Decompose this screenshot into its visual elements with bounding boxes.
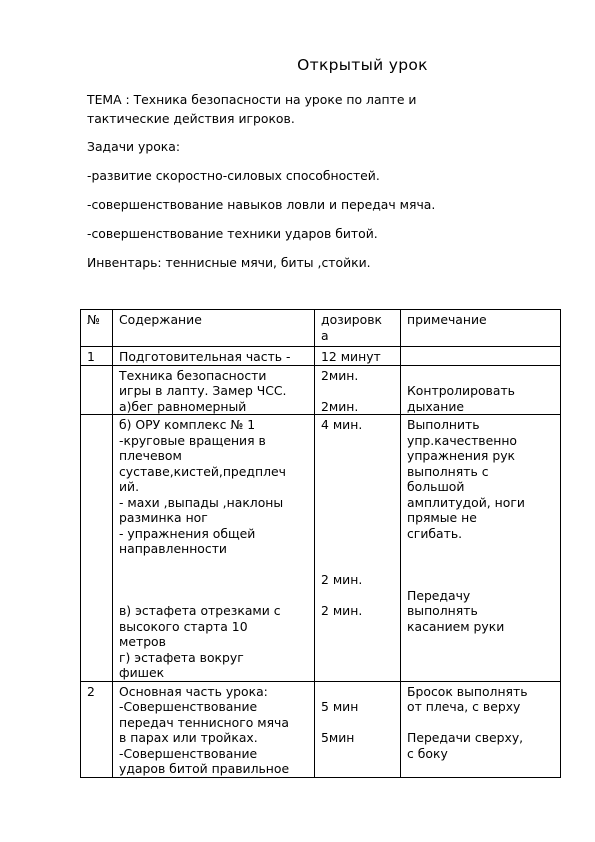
content-line: б) ОРУ комплекс № 1 bbox=[119, 417, 256, 432]
table-row bbox=[81, 365, 561, 415]
row-number bbox=[81, 415, 113, 682]
row-dosage: 12 минут bbox=[315, 347, 401, 366]
content-line: г) эстафета вокруг bbox=[119, 649, 244, 665]
content-line: передач теннисного мяча bbox=[119, 714, 289, 730]
content-line: - упражнения общей bbox=[119, 525, 256, 541]
dosage-line: 2 мин. bbox=[321, 603, 363, 618]
row-number: 2 bbox=[81, 681, 113, 777]
content-line: в) эстафета отрезками с bbox=[119, 603, 281, 618]
note-line: с боку bbox=[407, 745, 448, 761]
note-line: амплитудой, ноги bbox=[407, 494, 525, 510]
note-line: упражнения рук bbox=[407, 448, 516, 463]
row-note bbox=[401, 365, 561, 415]
row-dosage bbox=[315, 365, 401, 415]
note-line: большой bbox=[407, 479, 465, 494]
note-line: прямые не bbox=[407, 510, 477, 525]
row-note bbox=[401, 347, 561, 366]
content-line: Техника безопасности bbox=[119, 367, 267, 383]
topic-line-1: ТЕМА : Техника безопасности на уроке по лапте и bbox=[87, 92, 417, 107]
row-dosage bbox=[315, 415, 401, 682]
content-line: -Совершенствование bbox=[119, 699, 258, 714]
header-dosage-line-1: дозировк bbox=[321, 312, 383, 327]
dosage-line: 2мин. bbox=[321, 398, 359, 414]
content-line: метров bbox=[119, 634, 166, 649]
header-dosage bbox=[315, 310, 401, 347]
content-line: фишек bbox=[119, 665, 165, 680]
row-note bbox=[401, 415, 561, 682]
header-content: Содержание bbox=[113, 310, 315, 347]
content-line: - махи ,выпады ,наклоны bbox=[119, 494, 284, 510]
header-note: примечание bbox=[401, 310, 561, 347]
content-line: в парах или тройках. bbox=[119, 730, 258, 745]
content-line: разминка ног bbox=[119, 510, 208, 525]
content-line: ий. bbox=[119, 479, 140, 494]
row-note bbox=[401, 681, 561, 777]
table-row bbox=[81, 415, 561, 682]
row-content: Подготовительная часть - bbox=[113, 347, 315, 366]
dosage-line: 2 мин. bbox=[321, 572, 363, 587]
content-line: -Совершенствование bbox=[119, 745, 258, 761]
inventory-line: Инвентарь: теннисные мячи, биты ,стойки. bbox=[87, 255, 371, 270]
note-line: дыхание bbox=[407, 398, 465, 414]
table-header-row bbox=[81, 310, 561, 347]
row-content bbox=[113, 415, 315, 682]
topic-line-2: тактические действия игроков. bbox=[87, 111, 295, 126]
note-line: сгибать. bbox=[407, 525, 463, 541]
content-line: Основная часть урока: bbox=[119, 683, 268, 699]
note-line: Передачу bbox=[407, 587, 471, 603]
dosage-line: 2мин. bbox=[321, 367, 359, 383]
dosage-line: 4 мин. bbox=[321, 417, 363, 432]
note-line: выполнять bbox=[407, 603, 478, 618]
dosage-line: 5 мин bbox=[321, 699, 359, 714]
row-number: 1 bbox=[81, 347, 113, 366]
content-line: -круговые вращения в bbox=[119, 432, 266, 448]
header-dosage-line-2: а bbox=[321, 327, 329, 343]
task-item-3: -совершенствование техники ударов битой. bbox=[87, 226, 378, 241]
content-line: игры в лапту. Замер ЧСС. bbox=[119, 383, 287, 398]
content-line: направленности bbox=[119, 541, 227, 556]
content-line: ударов битой правильное bbox=[119, 761, 290, 776]
row-dosage bbox=[315, 681, 401, 777]
note-line: касанием руки bbox=[407, 618, 505, 634]
note-line: Бросок выполнять bbox=[407, 683, 528, 699]
page-title: Открытый урок bbox=[297, 56, 428, 74]
note-line: Выполнить bbox=[407, 417, 480, 432]
note-line: от плеча, с верху bbox=[407, 699, 521, 714]
table-row bbox=[81, 681, 561, 777]
row-content bbox=[113, 365, 315, 415]
table-row bbox=[81, 347, 561, 366]
topic-paragraph bbox=[87, 90, 507, 128]
lesson-plan-table bbox=[80, 309, 561, 778]
content-line: суставе,кистей,предплеч bbox=[119, 463, 286, 479]
row-content bbox=[113, 681, 315, 777]
note-line: Контролировать bbox=[407, 383, 515, 398]
note-line: выполнять с bbox=[407, 463, 489, 479]
content-line: высокого старта 10 bbox=[119, 618, 248, 634]
content-line: а)бег равномерный bbox=[119, 398, 247, 414]
tasks-heading: Задачи урока: bbox=[87, 139, 181, 154]
note-line: Передачи сверху, bbox=[407, 730, 524, 745]
header-number: № bbox=[81, 310, 113, 347]
task-item-2: -совершенствование навыков ловли и передач мяча. bbox=[87, 197, 436, 212]
task-item-1: -развитие скоростно-силовых способностей. bbox=[87, 168, 380, 183]
row-number bbox=[81, 365, 113, 415]
dosage-line: 5мин bbox=[321, 730, 355, 745]
note-line: упр.качественно bbox=[407, 432, 517, 448]
content-line: плечевом bbox=[119, 448, 182, 463]
